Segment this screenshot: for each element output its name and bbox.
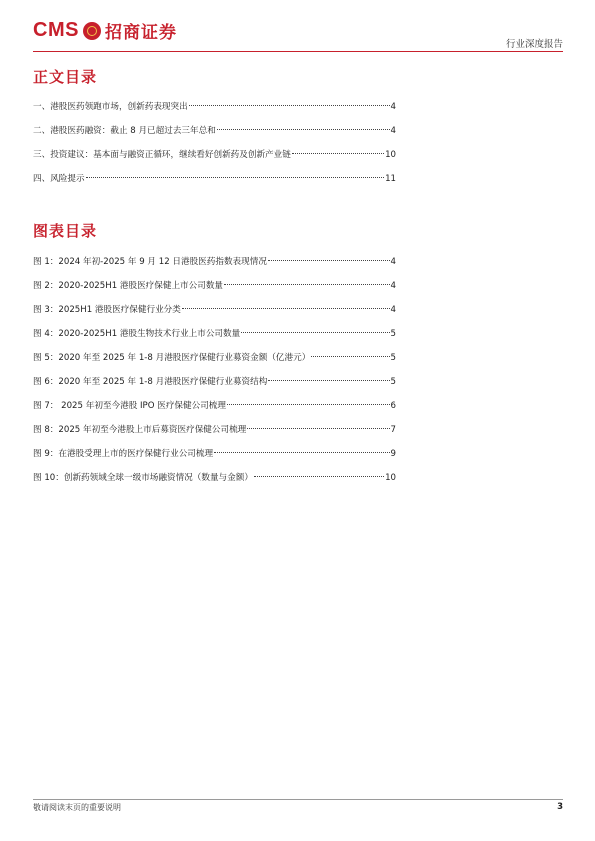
figure-item-text: 图 8：2025 年初至今港股上市后募资医疗保健公司梳理 xyxy=(33,425,247,435)
contents-item[interactable] xyxy=(33,149,396,173)
figure-item[interactable] xyxy=(33,256,396,280)
contents-item-page: 4 xyxy=(390,126,396,136)
contents-item-text: 四、风险提示 xyxy=(33,174,85,184)
contents-item-page: 10 xyxy=(385,150,396,160)
contents-item-text: 三、投资建议：基本面与融资正循环，继续看好创新药及创新产业链 xyxy=(33,150,291,160)
dot-leader xyxy=(292,153,384,154)
dot-leader xyxy=(214,452,389,453)
figure-item-page: 5 xyxy=(390,329,396,339)
contents-item[interactable] xyxy=(33,173,396,197)
figure-item[interactable] xyxy=(33,376,396,400)
figure-item-text: 图 9：在港股受理上市的医疗保健行业公司梳理 xyxy=(33,449,214,459)
figure-item-text: 图 7： 2025 年初至今港股 IPO 医疗保健公司梳理 xyxy=(33,401,226,411)
contents-title: 正文目录 xyxy=(33,68,98,86)
contents-item-text: 二、港股医药融资：截止 8 月已超过去三年总和 xyxy=(33,126,216,136)
figure-item-text: 图 1：2024 年初-2025 年 9 月 12 日港股医药指数表现情况 xyxy=(33,257,267,267)
figures-list xyxy=(33,256,396,496)
dot-leader xyxy=(227,404,390,405)
figure-item-text: 图 3：2025H1 港股医疗保健行业分类 xyxy=(33,305,181,315)
header-divider xyxy=(33,51,563,52)
figure-item-text: 图 6：2020 年至 2025 年 1-8 月港股医疗保健行业募资结构 xyxy=(33,377,268,387)
dot-leader xyxy=(268,260,390,261)
dot-leader xyxy=(182,308,390,309)
dot-leader xyxy=(217,129,390,130)
figure-item-page: 7 xyxy=(390,425,396,435)
figure-item[interactable] xyxy=(33,448,396,472)
figure-item[interactable] xyxy=(33,424,396,448)
contents-item[interactable] xyxy=(33,101,396,125)
figure-item-text: 图 2：2020-2025H1 港股医疗保健上市公司数量 xyxy=(33,281,224,291)
figure-item-page: 5 xyxy=(390,377,396,387)
figure-item[interactable] xyxy=(33,280,396,304)
figure-item[interactable] xyxy=(33,472,396,496)
dot-leader xyxy=(268,380,389,381)
figure-item[interactable] xyxy=(33,328,396,352)
disclaimer-note: 敬请阅读末页的重要说明 xyxy=(33,803,121,812)
contents-item-page: 4 xyxy=(390,102,396,112)
logo-seal-icon xyxy=(83,22,101,40)
logo-cms-text: CMS xyxy=(33,19,79,41)
dot-leader xyxy=(311,356,389,357)
figure-item-page: 4 xyxy=(390,281,396,291)
figure-item[interactable] xyxy=(33,352,396,376)
figures-title: 图表目录 xyxy=(33,222,98,240)
dot-leader xyxy=(189,105,390,106)
company-logo xyxy=(33,18,177,43)
figure-item-page: 10 xyxy=(385,473,396,483)
figure-item-page: 4 xyxy=(390,257,396,267)
dot-leader xyxy=(224,284,390,285)
contents-list xyxy=(33,101,396,197)
contents-item-text: 一、港股医药领跑市场，创新药表现突出 xyxy=(33,102,188,112)
dot-leader xyxy=(86,177,384,178)
figure-item[interactable] xyxy=(33,400,396,424)
figure-item-page: 6 xyxy=(390,401,396,411)
contents-item[interactable] xyxy=(33,125,396,149)
contents-item-page: 11 xyxy=(385,174,396,184)
dot-leader xyxy=(241,332,389,333)
figure-item-page: 5 xyxy=(390,353,396,363)
page-header xyxy=(0,0,595,52)
figure-item-text: 图 5：2020 年至 2025 年 1-8 月港股医疗保健行业募资金额（亿港元） xyxy=(33,353,311,363)
dot-leader xyxy=(247,428,389,429)
page-number: 3 xyxy=(557,802,563,812)
report-type-label: 行业深度报告 xyxy=(505,39,563,50)
figure-item-text: 图 10：创新药领域全球一级市场融资情况（数量与金额） xyxy=(33,473,253,483)
footer-divider xyxy=(33,799,563,800)
logo-chinese-text: 招商证券 xyxy=(104,23,177,43)
dot-leader xyxy=(254,476,384,477)
figure-item-text: 图 4：2020-2025H1 港股生物技术行业上市公司数量 xyxy=(33,329,241,339)
figure-item[interactable] xyxy=(33,304,396,328)
figure-item-page: 9 xyxy=(390,449,396,459)
figure-item-page: 4 xyxy=(390,305,396,315)
